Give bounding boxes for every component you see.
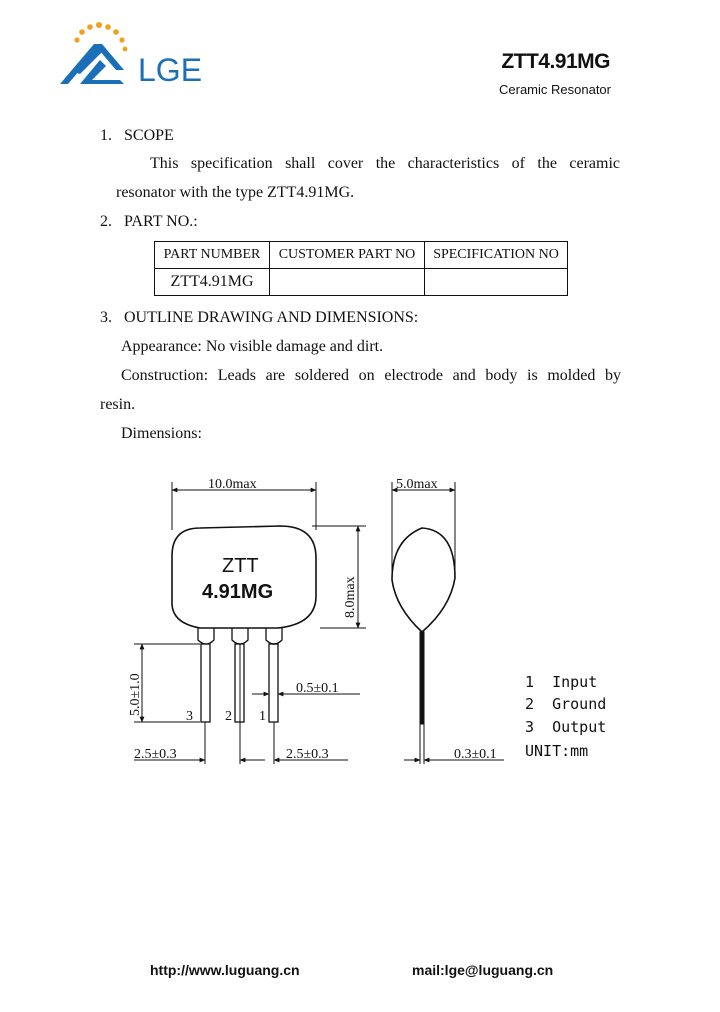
dim-depth-label: 5.0max — [396, 477, 438, 492]
section-heading-outline: 3. OUTLINE DRAWING AND DIMENSIONS: — [100, 309, 419, 326]
dim-lead-length-label: 5.0±1.0 — [128, 673, 143, 716]
logo-mountain-icon — [60, 44, 124, 84]
legend-item-input: 1 Input — [525, 673, 598, 691]
column-header-specification-no: SPECIFICATION NO — [425, 242, 568, 269]
resonator-body-side — [392, 528, 455, 632]
section-heading-part-no: 2. PART NO.: — [100, 213, 198, 230]
outline-drawing — [120, 468, 640, 778]
unit-label: UNIT:mm — [525, 742, 589, 760]
footer-website-link[interactable]: http://www.luguang.cn — [150, 962, 300, 978]
construction-text-line-1: Construction: Leads are soldered on electrode and body is molded by — [121, 367, 621, 384]
dim-depth — [392, 482, 455, 576]
pin-legend — [525, 673, 606, 760]
table-row — [155, 269, 568, 296]
table-header-row — [155, 242, 568, 269]
part-number-cell: ZTT4.91MG — [155, 269, 270, 296]
customer-part-no-cell — [270, 269, 425, 296]
scope-text-line-1: This specification shall cover the characteristics of the ceramic — [150, 155, 620, 172]
logo-text: LGE — [138, 52, 203, 88]
product-subtitle: Ceramic Resonator — [499, 82, 611, 97]
dim-lead-thickness-label: 0.3±0.1 — [454, 747, 497, 762]
product-code: ZTT4.91MG — [501, 50, 610, 73]
dim-pitch — [134, 644, 348, 764]
scope-text-line-2: resonator with the type ZTT4.91MG. — [116, 184, 355, 201]
legend-item-output: 3 Output — [525, 718, 607, 736]
dim-pitch-right-label: 2.5±0.3 — [286, 747, 329, 762]
construction-text-line-2: resin. — [100, 396, 136, 413]
section-heading-scope: 1. SCOPE — [100, 127, 174, 144]
column-header-customer-part-no: CUSTOMER PART NO — [270, 242, 425, 269]
appearance-text: Appearance: No visible damage and dirt. — [121, 338, 384, 355]
column-header-part-number: PART NUMBER — [155, 242, 270, 269]
lead-side — [420, 632, 424, 724]
dim-pitch-left-label: 2.5±0.3 — [134, 747, 177, 762]
legend-item-ground: 2 Ground — [525, 695, 607, 713]
dim-lead-width-label: 0.5±0.1 — [296, 681, 339, 696]
dimensions-label: Dimensions: — [121, 425, 202, 442]
body-marking-line-2: 4.91MG — [202, 581, 274, 603]
footer-email-link[interactable]: mail:lge@luguang.cn — [412, 962, 554, 978]
part-number-table — [154, 241, 568, 296]
dim-width-label: 10.0max — [208, 477, 257, 492]
company-logo — [58, 22, 238, 92]
pin-number-1: 1 — [259, 709, 266, 724]
resonator-body-front — [172, 526, 316, 628]
dim-height-label: 8.0max — [343, 576, 358, 618]
pin-number-2: 2 — [225, 709, 232, 724]
body-marking-line-1: ZTT — [222, 555, 259, 577]
lead-stubs — [198, 628, 282, 644]
pin-number-3: 3 — [186, 709, 193, 724]
specification-no-cell — [425, 269, 568, 296]
